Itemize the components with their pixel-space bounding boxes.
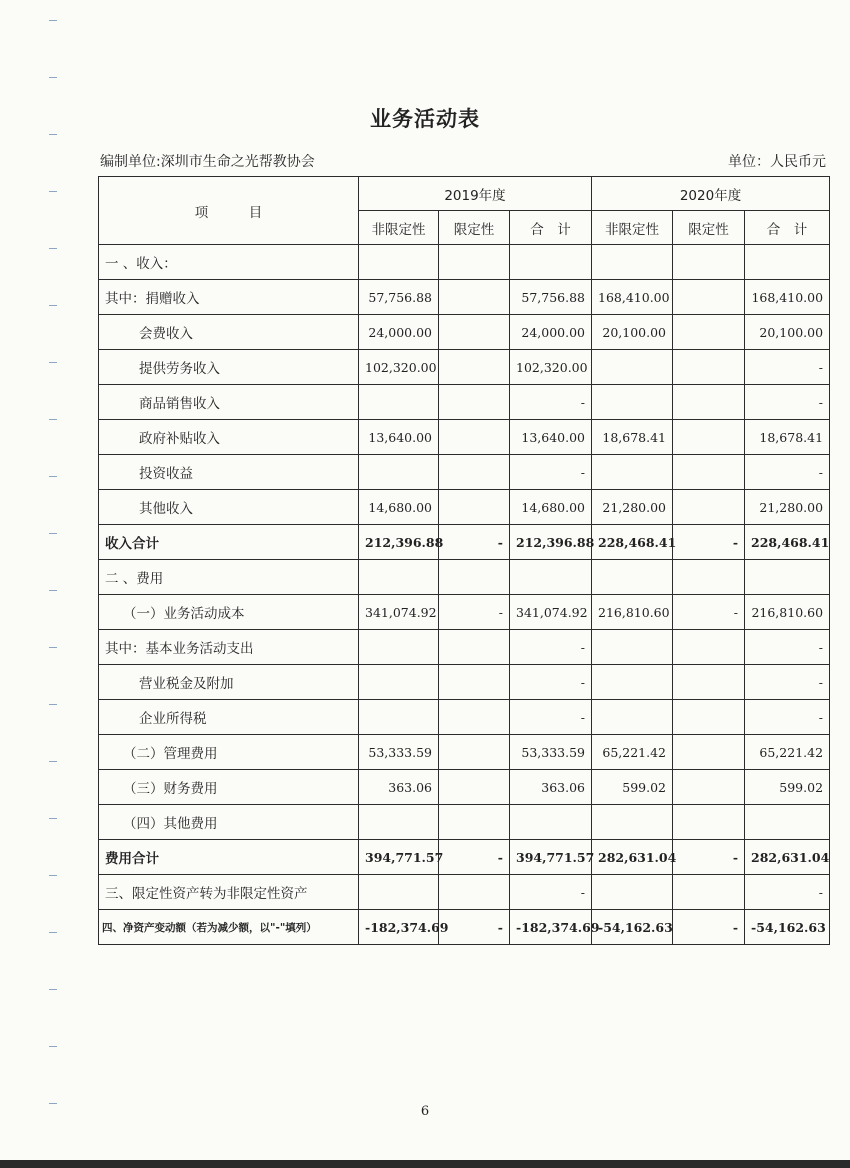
header-unrestricted-2020: 非限定性	[592, 211, 673, 245]
cell-total-2019: 53,333.59	[510, 735, 592, 770]
cell-unrestricted-2020: -54,162.63	[592, 910, 673, 945]
cell-unrestricted-2019	[359, 385, 439, 420]
cell-unrestricted-2019	[359, 455, 439, 490]
cell-unrestricted-2019: -182,374.69	[359, 910, 439, 945]
table-row	[99, 455, 830, 490]
binder-tick	[49, 305, 57, 306]
currency-unit-label: 单位：人民币元	[728, 154, 826, 170]
binder-tick	[49, 875, 57, 876]
cell-total-2020: -	[745, 455, 830, 490]
row-label: 营业税金及附加	[99, 665, 359, 700]
table-row	[99, 420, 830, 455]
cell-total-2019: 24,000.00	[510, 315, 592, 350]
table-body	[99, 245, 830, 945]
cell-unrestricted-2019	[359, 665, 439, 700]
cell-restricted-2019: -	[439, 840, 510, 875]
cell-restricted-2019	[439, 665, 510, 700]
cell-unrestricted-2019	[359, 630, 439, 665]
binder-tick	[49, 134, 57, 135]
cell-unrestricted-2019: 57,756.88	[359, 280, 439, 315]
cell-restricted-2019: -	[439, 910, 510, 945]
row-label: 提供劳务收入	[99, 350, 359, 385]
scan-bottom-edge	[0, 1160, 850, 1168]
cell-restricted-2020	[673, 350, 745, 385]
cell-total-2020: -54,162.63	[745, 910, 830, 945]
cell-total-2019: -	[510, 455, 592, 490]
cell-unrestricted-2020	[592, 700, 673, 735]
cell-unrestricted-2019	[359, 700, 439, 735]
cell-restricted-2019	[439, 245, 510, 280]
cell-unrestricted-2019: 341,074.92	[359, 595, 439, 630]
binder-tick	[49, 77, 57, 78]
cell-unrestricted-2020	[592, 805, 673, 840]
cell-unrestricted-2019	[359, 805, 439, 840]
cell-total-2020: 65,221.42	[745, 735, 830, 770]
page-number: 6	[420, 1104, 430, 1119]
row-label: 费用合计	[99, 840, 359, 875]
header-item: 项 目	[99, 177, 359, 245]
cell-total-2019: 341,074.92	[510, 595, 592, 630]
row-label: 其他收入	[99, 490, 359, 525]
binder-tick	[49, 419, 57, 420]
binder-tick	[49, 932, 57, 933]
cell-unrestricted-2020	[592, 350, 673, 385]
cell-restricted-2020	[673, 315, 745, 350]
cell-total-2020	[745, 805, 830, 840]
cell-restricted-2020	[673, 245, 745, 280]
header-restricted-2019: 限定性	[439, 211, 510, 245]
row-label: 二 、费用	[99, 560, 359, 595]
cell-unrestricted-2019	[359, 560, 439, 595]
cell-total-2019: 13,640.00	[510, 420, 592, 455]
table-row	[99, 560, 830, 595]
cell-total-2020: 168,410.00	[745, 280, 830, 315]
table-row	[99, 245, 830, 280]
cell-total-2019: -	[510, 875, 592, 910]
cell-unrestricted-2020	[592, 560, 673, 595]
table-row	[99, 490, 830, 525]
cell-unrestricted-2020: 65,221.42	[592, 735, 673, 770]
cell-restricted-2019: -	[439, 525, 510, 560]
activity-statement-table	[98, 176, 830, 945]
cell-total-2019: 363.06	[510, 770, 592, 805]
cell-total-2019: -	[510, 665, 592, 700]
header-row-years	[99, 177, 830, 211]
header-total-2019: 合 计	[510, 211, 592, 245]
row-label: 三、限定性资产转为非限定性资产	[99, 875, 359, 910]
cell-unrestricted-2020: 282,631.04	[592, 840, 673, 875]
cell-unrestricted-2019: 212,396.88	[359, 525, 439, 560]
cell-restricted-2020	[673, 455, 745, 490]
cell-total-2019: -	[510, 700, 592, 735]
cell-restricted-2020	[673, 490, 745, 525]
cell-total-2019	[510, 560, 592, 595]
cell-total-2020: 282,631.04	[745, 840, 830, 875]
table-row	[99, 735, 830, 770]
cell-unrestricted-2020	[592, 455, 673, 490]
row-label: 投资收益	[99, 455, 359, 490]
table-row	[99, 770, 830, 805]
cell-restricted-2019	[439, 630, 510, 665]
table-row	[99, 350, 830, 385]
row-label: 其中：捐赠收入	[99, 280, 359, 315]
binder-margin	[0, 0, 50, 1168]
cell-restricted-2019	[439, 700, 510, 735]
binder-tick	[49, 248, 57, 249]
cell-total-2020: 18,678.41	[745, 420, 830, 455]
cell-total-2020: -	[745, 385, 830, 420]
cell-unrestricted-2020	[592, 630, 673, 665]
cell-total-2019: -182,374.69	[510, 910, 592, 945]
cell-restricted-2020	[673, 280, 745, 315]
cell-unrestricted-2020: 168,410.00	[592, 280, 673, 315]
table-row	[99, 840, 830, 875]
cell-unrestricted-2019	[359, 875, 439, 910]
binder-tick	[49, 1046, 57, 1047]
table-row	[99, 280, 830, 315]
header-year-2020: 2020年度	[592, 177, 830, 211]
binder-tick	[49, 647, 57, 648]
cell-total-2020: -	[745, 665, 830, 700]
cell-total-2019	[510, 245, 592, 280]
header-total-2020: 合 计	[745, 211, 830, 245]
binder-tick	[49, 476, 57, 477]
cell-total-2019: 57,756.88	[510, 280, 592, 315]
table-row	[99, 385, 830, 420]
cell-total-2019: 14,680.00	[510, 490, 592, 525]
cell-restricted-2020	[673, 805, 745, 840]
row-label: （三）财务费用	[99, 770, 359, 805]
cell-restricted-2019	[439, 420, 510, 455]
table-row	[99, 805, 830, 840]
cell-restricted-2020	[673, 385, 745, 420]
table-row	[99, 315, 830, 350]
table-row	[99, 665, 830, 700]
binder-tick	[49, 761, 57, 762]
cell-restricted-2019	[439, 350, 510, 385]
binder-tick	[49, 818, 57, 819]
cell-total-2020: 216,810.60	[745, 595, 830, 630]
binder-tick	[49, 20, 57, 21]
cell-total-2020: -	[745, 630, 830, 665]
cell-total-2020: 599.02	[745, 770, 830, 805]
cell-restricted-2019	[439, 315, 510, 350]
row-label: 其中：基本业务活动支出	[99, 630, 359, 665]
row-label: 商品销售收入	[99, 385, 359, 420]
cell-total-2019: 212,396.88	[510, 525, 592, 560]
cell-restricted-2020	[673, 700, 745, 735]
cell-restricted-2020	[673, 560, 745, 595]
cell-total-2019: -	[510, 630, 592, 665]
header-unrestricted-2019: 非限定性	[359, 211, 439, 245]
cell-unrestricted-2019: 394,771.57	[359, 840, 439, 875]
binder-tick	[49, 533, 57, 534]
cell-total-2019: -	[510, 385, 592, 420]
binder-tick	[49, 191, 57, 192]
row-label: （四）其他费用	[99, 805, 359, 840]
cell-restricted-2019	[439, 560, 510, 595]
binder-tick	[49, 362, 57, 363]
row-label: 四、净资产变动额（若为减少额，以"-"填列）	[99, 910, 359, 945]
cell-restricted-2020: -	[673, 525, 745, 560]
cell-restricted-2019	[439, 805, 510, 840]
row-label: （二）管理费用	[99, 735, 359, 770]
cell-unrestricted-2020: 20,100.00	[592, 315, 673, 350]
cell-unrestricted-2020	[592, 665, 673, 700]
cell-restricted-2020	[673, 770, 745, 805]
row-label: （一）业务活动成本	[99, 595, 359, 630]
table-row	[99, 875, 830, 910]
organization-label: 编制单位:深圳市生命之光帮教协会	[100, 154, 315, 170]
cell-total-2019	[510, 805, 592, 840]
cell-unrestricted-2019: 14,680.00	[359, 490, 439, 525]
cell-restricted-2019	[439, 770, 510, 805]
cell-restricted-2019	[439, 735, 510, 770]
row-label: 会费收入	[99, 315, 359, 350]
cell-unrestricted-2019: 53,333.59	[359, 735, 439, 770]
cell-restricted-2020	[673, 630, 745, 665]
table-row	[99, 700, 830, 735]
cell-total-2019: 394,771.57	[510, 840, 592, 875]
cell-total-2020	[745, 245, 830, 280]
header-year-2019: 2019年度	[359, 177, 592, 211]
cell-total-2020: -	[745, 350, 830, 385]
cell-restricted-2019	[439, 385, 510, 420]
cell-total-2019: 102,320.00	[510, 350, 592, 385]
binder-tick	[49, 704, 57, 705]
cell-unrestricted-2019: 102,320.00	[359, 350, 439, 385]
cell-restricted-2020	[673, 665, 745, 700]
cell-total-2020: -	[745, 700, 830, 735]
cell-unrestricted-2019	[359, 245, 439, 280]
cell-total-2020: 21,280.00	[745, 490, 830, 525]
cell-total-2020	[745, 560, 830, 595]
cell-unrestricted-2020: 21,280.00	[592, 490, 673, 525]
row-label: 一 、收入：	[99, 245, 359, 280]
binder-tick	[49, 989, 57, 990]
table-row	[99, 595, 830, 630]
binder-tick	[49, 590, 57, 591]
cell-restricted-2020: -	[673, 595, 745, 630]
cell-restricted-2019	[439, 875, 510, 910]
cell-restricted-2020	[673, 735, 745, 770]
cell-restricted-2019: -	[439, 595, 510, 630]
cell-restricted-2020	[673, 420, 745, 455]
table-row	[99, 630, 830, 665]
header-restricted-2020: 限定性	[673, 211, 745, 245]
cell-unrestricted-2020: 18,678.41	[592, 420, 673, 455]
cell-unrestricted-2020	[592, 875, 673, 910]
cell-restricted-2020: -	[673, 910, 745, 945]
cell-unrestricted-2020	[592, 385, 673, 420]
document-title: 业务活动表	[370, 107, 480, 131]
cell-restricted-2019	[439, 280, 510, 315]
cell-unrestricted-2019: 363.06	[359, 770, 439, 805]
cell-unrestricted-2020: 599.02	[592, 770, 673, 805]
row-label: 收入合计	[99, 525, 359, 560]
cell-restricted-2019	[439, 455, 510, 490]
cell-unrestricted-2020: 228,468.41	[592, 525, 673, 560]
cell-unrestricted-2019: 13,640.00	[359, 420, 439, 455]
cell-total-2020: -	[745, 875, 830, 910]
cell-unrestricted-2019: 24,000.00	[359, 315, 439, 350]
row-label: 政府补贴收入	[99, 420, 359, 455]
cell-total-2020: 228,468.41	[745, 525, 830, 560]
row-label: 企业所得税	[99, 700, 359, 735]
cell-unrestricted-2020: 216,810.60	[592, 595, 673, 630]
cell-restricted-2020	[673, 875, 745, 910]
cell-restricted-2019	[439, 490, 510, 525]
table-row	[99, 525, 830, 560]
cell-total-2020: 20,100.00	[745, 315, 830, 350]
table-row	[99, 910, 830, 945]
cell-restricted-2020: -	[673, 840, 745, 875]
cell-unrestricted-2020	[592, 245, 673, 280]
